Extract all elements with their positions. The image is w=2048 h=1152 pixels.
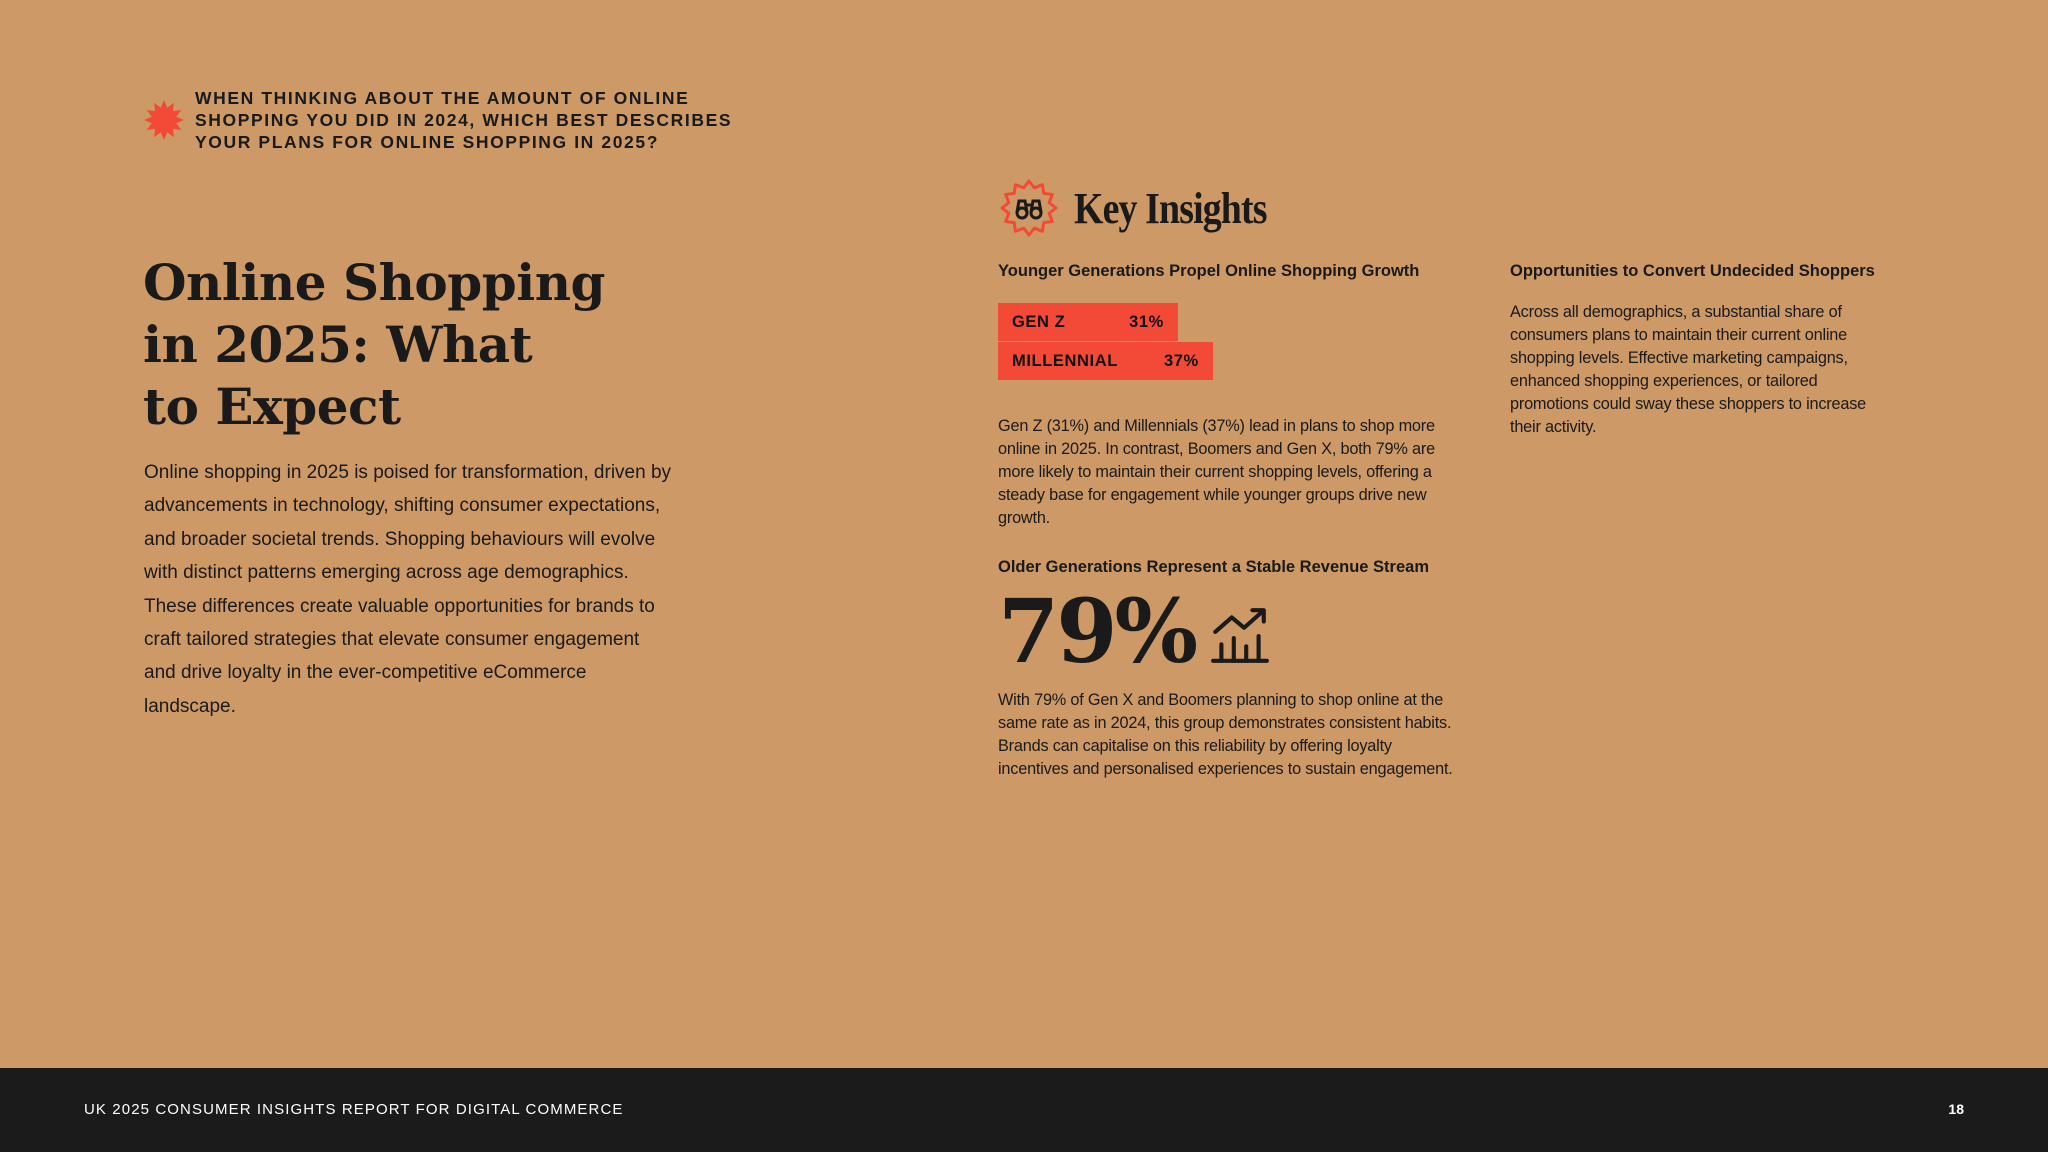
younger-subheading: Younger Generations Propel Online Shopping Growth: [998, 262, 1420, 280]
bar-value-label: 31%: [1129, 313, 1164, 331]
footer-title: UK 2025 CONSUMER INSIGHTS REPORT FOR DIGITAL COMMERCE: [84, 1101, 624, 1118]
intro-paragraph: Online shopping in 2025 is poised for transformation, driven by advancements in technology, shifting consumer expectations, and broader societal trends. Shopping behaviours will evolve with distinct patterns emerging across age demographics. These differences create valuable opportunities for brands to craft tailored strategies that elevate consumer engagement and drive loyalty in the ever-competitive eCommerce landscape.: [144, 462, 672, 717]
survey-question: [143, 87, 743, 153]
opportunities-body: Across all demographics, a substantial share of consumers plans to maintain their current online shopping levels. Effective marketing campaigns, enhanced shopping experiences, or tailored promotions could sway these shoppers to increase their activity.: [1510, 303, 1867, 436]
older-subheading: Older Generations Represent a Stable Revenue Stream: [998, 558, 1429, 576]
question-text: WHEN THINKING ABOUT THE AMOUNT OF ONLINE SHOPPING YOU DID IN 2024, WHICH BEST DESCRIBES YOUR PLANS FOR ONLINE SHOPPING IN 2025?: [195, 88, 733, 152]
bar-millennial: [998, 342, 1213, 380]
bar-gen-z: [998, 303, 1178, 341]
starburst-icon: [143, 99, 185, 141]
opportunities-subheading: Opportunities to Convert Undecided Shoppers: [1510, 262, 1875, 280]
growth-chart-icon: [1209, 605, 1271, 665]
key-insights-heading: Key Insights: [1074, 183, 1267, 233]
older-body: With 79% of Gen X and Boomers planning to shop online at the same rate as in 2024, this group demonstrates consistent habits. Brands can capitalise on this reliability by offering loyalty incentives and personalised experiences to sustain engagement.: [998, 691, 1453, 778]
stat-row: [998, 579, 1458, 683]
younger-body: Gen Z (31%) and Millennials (37%) lead in plans to shop more online in 2025. In contrast, Boomers and Gen X, both 79% are more likely to maintain their current shopping levels, offering a steady base for engagement while younger groups drive new growth.: [998, 417, 1435, 527]
bar-label: GEN Z: [1012, 313, 1066, 331]
insights-column: [998, 262, 1458, 781]
big-stat: 79%: [998, 579, 1196, 683]
footer: [0, 1068, 2048, 1152]
bar-label: MILLENNIAL: [1012, 351, 1118, 370]
generation-bar-chart: [998, 303, 1458, 381]
page-number: 18: [1948, 1101, 1964, 1117]
opportunities-column: [1510, 262, 1900, 439]
bar-value-label: 37%: [1163, 351, 1199, 370]
key-insights-header: [996, 175, 1298, 241]
page-title: Online Shopping in 2025: What to Expect: [143, 253, 606, 436]
binoculars-badge-icon: [996, 175, 1062, 241]
